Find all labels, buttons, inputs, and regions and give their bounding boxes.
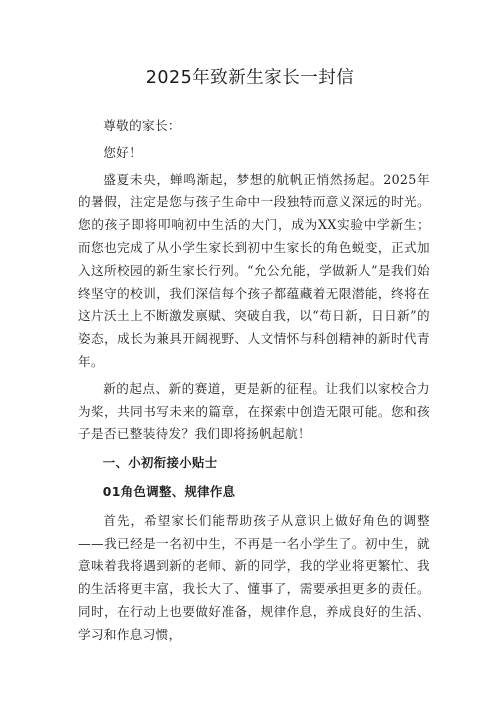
letter-body xyxy=(78,115,430,651)
greeting: 您好！ xyxy=(103,144,143,160)
paragraph-role-adjustment: 首先，希望家长们能帮助孩子从意识上做好角色的调整——我已经是一名初中生，不再是一名小学生了。初中生，就意味着我将遇到新的老师、新的同学，我的学业将更繁忙、我的生活将更丰富，我长大了、懂事了，需要承担更多的责任。同时，在行动上也要做好准备，规律作息，养成良好的生活、学习和作息习惯， xyxy=(78,512,430,642)
salutation: 尊敬的家长： xyxy=(103,118,181,133)
section-heading: 一、小初衔接小贴士 xyxy=(102,455,218,471)
paragraph-journey: 新的起点、新的赛道，更是新的征程。让我们以家校合力为桨，共同书写未来的篇章，在探索中创造无限可能。您和孩子是否已整装待发？我们即将扬帆起航！ xyxy=(78,380,430,442)
subsection-heading: 01角色调整、规律作息 xyxy=(102,483,236,499)
paragraph-intro: 盛夏未央，蝉鸣渐起，梦想的航帆正悄然扬起。2025年的暑假，注定是您与孩子生命中一段独特而意义深远的时光。您的孩子即将叩响初中生活的大门，成为XX实验中学新生；而您也完成了从小学生家长到初中生家长的角色蜕变，正式加入这所校园的新生家长行列。“允公允能，学做新人”是我们始终坚守的校训，我们深信每个孩子都蕴藏着无限潜能，终将在这片沃土上不断激发禀赋、突破自我，以“苟日新，日日新”的姿态，成长为兼具开阔视野、人文情怀与科创精神的新时代青年。 xyxy=(78,171,430,369)
page-title: 2025年致新生家长一封信 xyxy=(145,68,355,88)
